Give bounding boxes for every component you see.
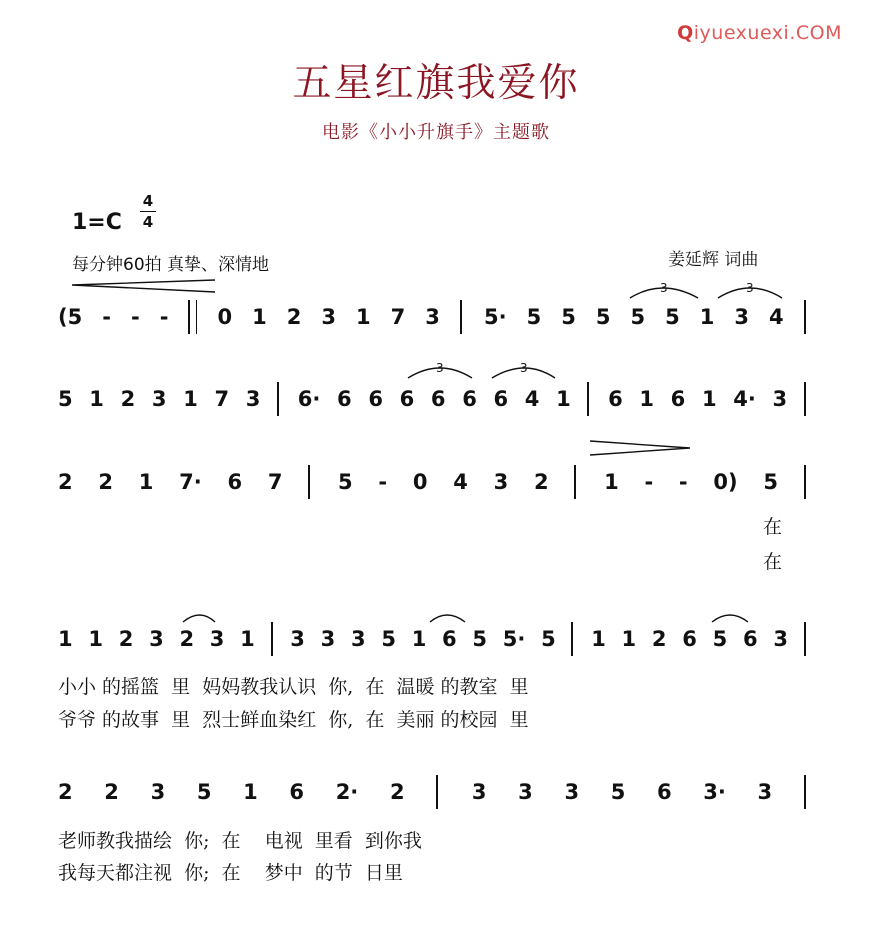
note: 2 [179,627,195,651]
note: 4 [524,387,540,411]
slur [183,615,215,622]
lyric-line3-verse2: 在 [763,551,783,573]
note: 1 [183,387,198,411]
note: 1 [240,627,255,651]
note: 7 [267,470,283,494]
note: 3 [493,470,509,494]
note: 1 [621,627,637,651]
note: - [644,470,654,494]
note: 2 [286,305,302,329]
note: 3 [209,627,225,651]
note: - [378,470,388,494]
lyric-line3-verse1: 在 [763,516,783,538]
note: 3 [290,627,305,651]
note: 4 [769,305,784,329]
note: 6 [442,627,457,651]
note: 5 [561,305,576,329]
note: - [678,470,688,494]
note: 5 [337,470,353,494]
note: 2 [651,627,667,651]
note: 0) [713,470,738,494]
note: 1 [701,387,717,411]
note: 5· [483,305,507,329]
note: 1 [243,780,258,804]
note: 1 [356,305,371,329]
note: 6 [493,387,509,411]
note: 5 [526,305,542,329]
lyric-line5-verse2: 我每天都注视 你; 在 梦中 的节 日里 [58,862,403,884]
note: 2 [98,470,113,494]
note: 3· [703,780,726,804]
note: 1 [88,627,103,651]
decrescendo-mark [72,280,215,292]
note: 3 [320,627,336,651]
triplet-number: 3 [746,281,754,295]
note: 5 [595,305,611,329]
decrescendo-mark [590,441,690,455]
triplet-number: 3 [520,361,528,375]
key-signature: 1=C [72,210,122,235]
note: 1 [556,387,571,411]
note: 2 [58,780,73,804]
watermark-text: iyuexuexi.COM [693,22,842,44]
song-title: 五星红旗我爱你 [292,61,580,106]
note: 1 [639,387,654,411]
note: 1 [604,470,619,494]
slur [712,615,748,622]
note: 1 [591,627,606,651]
note: 7 [214,387,230,411]
note: 3 [321,305,336,329]
note: 0 [412,470,428,494]
note: 6 [608,387,623,411]
note: 3 [757,780,773,804]
time-bottom: 4 [142,213,154,231]
note: 5 [610,780,626,804]
triplet-number: 3 [660,281,668,295]
note: 1 [138,470,154,494]
note: 5 [665,305,680,329]
note: 1 [89,387,104,411]
note: 7· [179,470,202,494]
note: 3 [471,780,487,804]
lyric-line5-verse1: 老师教我描绘 你; 在 电视 里看 到你我 [58,830,422,852]
note: 6 [742,627,758,651]
watermark-logo: Q [677,22,694,44]
note: 2 [58,470,73,494]
note: 2 [533,470,549,494]
note: 3 [350,627,366,651]
note: 6 [670,387,686,411]
triplet-number: 3 [436,361,444,375]
note: 1 [252,305,267,329]
note: 6 [289,780,305,804]
note: - [159,305,169,329]
note: 3 [151,387,167,411]
note: (5 [58,305,83,329]
note: 6· [297,387,321,411]
note: 3 [518,780,533,804]
note: 6 [337,387,352,411]
note: 1 [58,627,73,651]
note: 7 [390,305,406,329]
note: 2 [389,780,405,804]
note: 6 [462,387,477,411]
note: 5 [196,780,212,804]
note: 3 [734,305,750,329]
note: 6 [399,387,415,411]
note: 0 [217,305,233,329]
note: 2 [118,627,134,651]
note: 2 [104,780,119,804]
note: 3 [564,780,580,804]
author-credit: 姜延辉 词曲 [668,250,759,270]
song-subtitle: 电影《小小升旗手》主题歌 [322,122,550,143]
lyric-line4-verse2: 爷爷 的故事 里 烈士鲜血染红 你, 在 美丽 的校园 里 [58,709,529,731]
note: 4· [733,387,756,411]
lyric-line4-verse1: 小小 的摇篮 里 妈妈教我认识 你, 在 温暖 的教室 里 [58,676,529,698]
note: 6 [682,627,697,651]
note: 3 [425,305,440,329]
note: 3 [150,780,166,804]
note: 2 [120,387,136,411]
note: 5 [630,305,646,329]
note: - [102,305,111,329]
note: - [130,305,140,329]
note: 5 [472,627,488,651]
note: 6 [368,387,383,411]
note: 6 [657,780,672,804]
note: 5 [712,627,728,651]
note: 3 [245,387,261,411]
note: 1 [411,627,427,651]
tempo-marking: 每分钟60拍 真挚、深情地 [72,255,270,275]
note: 5 [381,627,396,651]
note: 5· [502,627,526,651]
note: 5 [58,387,73,411]
note: 3 [773,627,788,651]
time-top: 4 [142,192,154,210]
slur [430,615,465,622]
note: 3 [772,387,788,411]
note: 3 [149,627,164,651]
note: 5 [763,470,778,494]
note: 1 [699,305,715,329]
note: 4 [453,470,468,494]
note: 6 [430,387,446,411]
note: 5 [541,627,556,651]
note: 2· [335,780,359,804]
note: 6 [227,470,243,494]
